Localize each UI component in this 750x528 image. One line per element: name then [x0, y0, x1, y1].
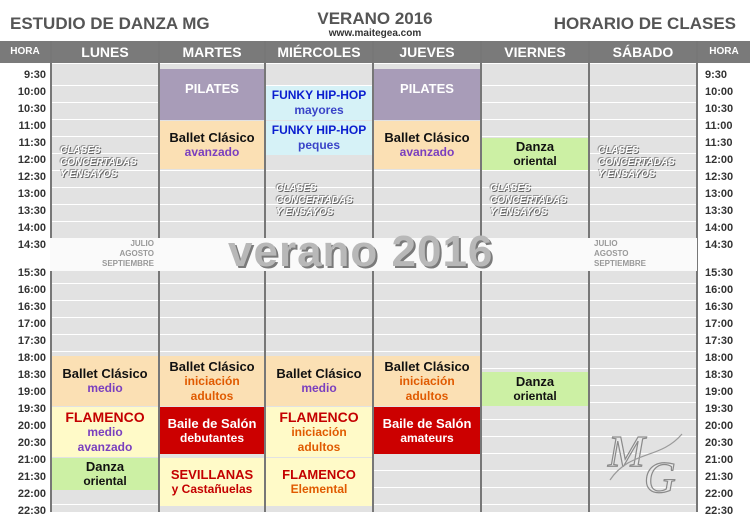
- time-label: 17:30: [17, 335, 46, 347]
- time-label: 10:30: [705, 103, 734, 115]
- hora-header-right: HORA: [698, 41, 750, 63]
- class-subtitle-2: avanzado: [77, 439, 133, 454]
- class-title: Danza: [85, 459, 125, 474]
- school-name: ESTUDIO DE DANZA MG: [10, 14, 210, 33]
- time-label: 20:30: [705, 437, 734, 449]
- class-block-martes-ballet-avanzado[interactable]: [160, 121, 264, 169]
- time-label: 19:00: [17, 386, 46, 398]
- time-label: 22:30: [17, 505, 46, 517]
- time-label: 12:30: [17, 171, 46, 183]
- grid-line: [52, 317, 696, 318]
- class-title: Ballet Clásico: [169, 130, 255, 145]
- time-label: 13:00: [705, 188, 734, 200]
- class-subtitle: iniciación: [184, 373, 240, 388]
- class-title: Ballet Clásico: [169, 358, 255, 374]
- class-block-martes-baile-salon[interactable]: [160, 407, 264, 454]
- time-label: 21:00: [17, 454, 46, 466]
- note-line: Y ENSAYOS: [276, 207, 334, 218]
- class-block-jueves-baile-salon[interactable]: [374, 407, 480, 454]
- class-title: Ballet Clásico: [384, 358, 470, 374]
- months-note-line: JULIO: [594, 239, 618, 248]
- grid-line: [52, 504, 696, 505]
- class-block-miercoles-flamenco-elemental[interactable]: [266, 458, 372, 506]
- concerted-note-viernes: [490, 183, 567, 219]
- class-subtitle-2: adultos: [297, 439, 341, 454]
- grid-line: [52, 187, 696, 188]
- hora-header-left: HORA: [0, 41, 50, 63]
- note-line: Y ENSAYOS: [490, 207, 548, 218]
- class-title: FUNKY HIP-HOP: [271, 88, 367, 102]
- class-subtitle: avanzado: [399, 145, 455, 159]
- time-label: 20:00: [705, 420, 734, 432]
- time-label: 11:00: [18, 120, 46, 132]
- class-subtitle: oriental: [513, 154, 557, 168]
- note-line: CONCERTADAS: [598, 157, 675, 168]
- class-block-lunes-danza-oriental[interactable]: [52, 458, 158, 490]
- class-subtitle: amateurs: [400, 430, 454, 445]
- time-label: 13:30: [705, 205, 734, 217]
- time-label: 9:30: [705, 69, 728, 81]
- time-label: 12:30: [705, 171, 734, 183]
- class-block-jueves-ballet-avanzado[interactable]: [374, 121, 480, 169]
- class-title: FUNKY HIP-HOP: [271, 123, 367, 137]
- months-note-line: AGOSTO: [119, 249, 154, 258]
- time-label: 21:00: [705, 454, 734, 466]
- class-block-viernes-danza-oriental[interactable]: [482, 138, 588, 170]
- time-label: 19:00: [705, 386, 734, 398]
- note-line: CONCERTADAS: [60, 157, 137, 168]
- time-label: 11:00: [705, 120, 733, 132]
- class-title: PILATES: [185, 81, 239, 96]
- months-note-line: SEPTIEMBRE: [101, 259, 154, 268]
- time-label: 19:30: [705, 403, 734, 415]
- class-subtitle: iniciación: [399, 373, 455, 388]
- time-label: 17:00: [17, 318, 46, 330]
- class-block-jueves-ballet-iniciacion[interactable]: [374, 356, 480, 406]
- time-label: 20:00: [17, 420, 46, 432]
- website-url[interactable]: www.maitegea.com: [328, 28, 422, 39]
- time-label: 15:30: [17, 267, 46, 279]
- grid-line: [52, 334, 696, 335]
- class-title: FLAMENCO: [282, 467, 356, 482]
- time-label: 10:30: [17, 103, 46, 115]
- schedule-title: HORARIO DE CLASES: [553, 14, 736, 33]
- class-block-lunes-ballet-medio[interactable]: [52, 356, 158, 406]
- class-subtitle-2: adultos: [405, 388, 449, 403]
- note-line: CLASES: [60, 145, 101, 156]
- time-label: 21:30: [705, 471, 734, 483]
- class-block-lunes-flamenco[interactable]: [52, 407, 158, 457]
- time-label: 13:00: [17, 188, 46, 200]
- logo-letter-g: G: [644, 453, 676, 500]
- column-separator: [588, 41, 590, 512]
- time-label: 10:00: [17, 86, 46, 98]
- note-line: CLASES: [490, 183, 531, 194]
- class-subtitle: oriental: [83, 474, 127, 488]
- time-label: 20:30: [17, 437, 46, 449]
- column-viernes: [482, 64, 588, 512]
- day-header-sabado: SÁBADO: [590, 41, 696, 63]
- class-block-martes-pilates[interactable]: [160, 69, 264, 120]
- time-label: 18:30: [705, 369, 734, 381]
- concerted-note-miercoles: [276, 183, 353, 219]
- months-note-line: SEPTIEMBRE: [594, 259, 647, 268]
- day-header-jueves: JUEVES: [374, 41, 480, 63]
- time-label: 12:00: [17, 154, 46, 166]
- months-note-lunes: [84, 239, 154, 269]
- time-label: 18:00: [17, 352, 46, 364]
- time-label: 22:30: [705, 505, 734, 517]
- time-label: 21:30: [17, 471, 46, 483]
- time-label: 17:30: [705, 335, 734, 347]
- time-label: 10:00: [705, 86, 734, 98]
- time-label: 14:00: [17, 222, 46, 234]
- time-label: 16:00: [705, 284, 734, 296]
- time-label: 11:30: [705, 137, 733, 149]
- time-label: 18:30: [17, 369, 46, 381]
- months-note-line: JULIO: [130, 239, 154, 248]
- class-subtitle: oriental: [513, 389, 557, 403]
- class-title: FLAMENCO: [279, 408, 359, 425]
- class-subtitle: medio: [87, 424, 123, 439]
- note-line: Y ENSAYOS: [598, 169, 656, 180]
- class-title: Ballet Clásico: [276, 366, 362, 381]
- day-header-lunes: LUNES: [52, 41, 158, 63]
- class-block-martes-ballet-iniciacion[interactable]: [160, 356, 264, 406]
- class-block-miercoles-funky-peques[interactable]: [266, 121, 372, 155]
- class-title: Baile de Salón: [382, 415, 472, 431]
- class-title: PILATES: [400, 81, 454, 96]
- class-subtitle: avanzado: [184, 145, 240, 159]
- months-note-sabado: [594, 239, 646, 269]
- class-subtitle: iniciación: [291, 424, 347, 439]
- class-block-martes-sevillanas[interactable]: [160, 458, 264, 506]
- class-subtitle: mayores: [294, 103, 344, 117]
- class-block-miercoles-ballet-medio[interactable]: [266, 356, 372, 406]
- class-title: Baile de Salón: [167, 415, 257, 431]
- class-block-miercoles-flamenco-iniciacion[interactable]: [266, 407, 372, 457]
- time-label: 13:30: [17, 205, 46, 217]
- grid-line: [52, 300, 696, 301]
- time-label: 16:30: [17, 301, 46, 313]
- time-label: 19:30: [17, 403, 46, 415]
- class-subtitle: medio: [301, 381, 337, 395]
- class-title: Ballet Clásico: [62, 366, 148, 381]
- class-subtitle: debutantes: [179, 430, 244, 445]
- class-subtitle: peques: [297, 138, 340, 152]
- note-line: CONCERTADAS: [276, 195, 353, 206]
- mg-logo: [600, 420, 690, 500]
- column-separator: [696, 41, 698, 512]
- time-label: 9:30: [23, 69, 46, 81]
- class-subtitle: y Castañuelas: [171, 482, 253, 496]
- column-header-row: [0, 41, 750, 63]
- class-subtitle: medio: [87, 381, 123, 395]
- time-label: 22:00: [705, 488, 734, 500]
- time-label: 14:30: [705, 239, 734, 251]
- time-label: 11:30: [18, 137, 46, 149]
- day-header-martes: MARTES: [160, 41, 264, 63]
- class-subtitle-2: adultos: [190, 388, 234, 403]
- class-title: Ballet Clásico: [384, 130, 470, 145]
- class-title: Danza: [515, 374, 555, 389]
- class-title: FLAMENCO: [65, 408, 145, 425]
- class-block-miercoles-funky-mayores[interactable]: [266, 86, 372, 120]
- grid-line: [52, 221, 696, 222]
- time-label: 22:00: [17, 488, 46, 500]
- time-label: 14:30: [17, 239, 46, 251]
- class-block-jueves-pilates[interactable]: [374, 69, 480, 120]
- grid-line: [52, 283, 696, 284]
- note-line: CLASES: [276, 183, 317, 194]
- note-line: Y ENSAYOS: [60, 169, 118, 180]
- note-line: CLASES: [598, 145, 639, 156]
- class-subtitle: Elemental: [290, 482, 348, 496]
- time-label: 12:00: [705, 154, 734, 166]
- time-label: 17:00: [705, 318, 734, 330]
- day-header-miercoles: MIÉRCOLES: [266, 41, 372, 63]
- season-title: VERANO 2016: [317, 9, 433, 28]
- concerted-note-lunes: [60, 145, 137, 181]
- logo-letter-m: M: [608, 427, 645, 476]
- note-line: CONCERTADAS: [490, 195, 567, 206]
- grid-line: [52, 351, 696, 352]
- months-note-line: AGOSTO: [594, 249, 629, 258]
- class-block-viernes-danza-oriental-evening[interactable]: [482, 372, 588, 406]
- time-label: 14:00: [705, 222, 734, 234]
- concerted-note-sabado: [598, 145, 675, 181]
- class-title: SEVILLANAS: [170, 467, 254, 482]
- class-title: Danza: [515, 139, 555, 154]
- grid-line: [52, 204, 696, 205]
- time-label: 16:00: [17, 284, 46, 296]
- summer-banner-text: verano 2016: [228, 227, 494, 276]
- time-label: 18:00: [705, 352, 734, 364]
- day-header-viernes: VIERNES: [482, 41, 588, 63]
- time-label: 15:30: [705, 267, 734, 279]
- time-label: 16:30: [705, 301, 734, 313]
